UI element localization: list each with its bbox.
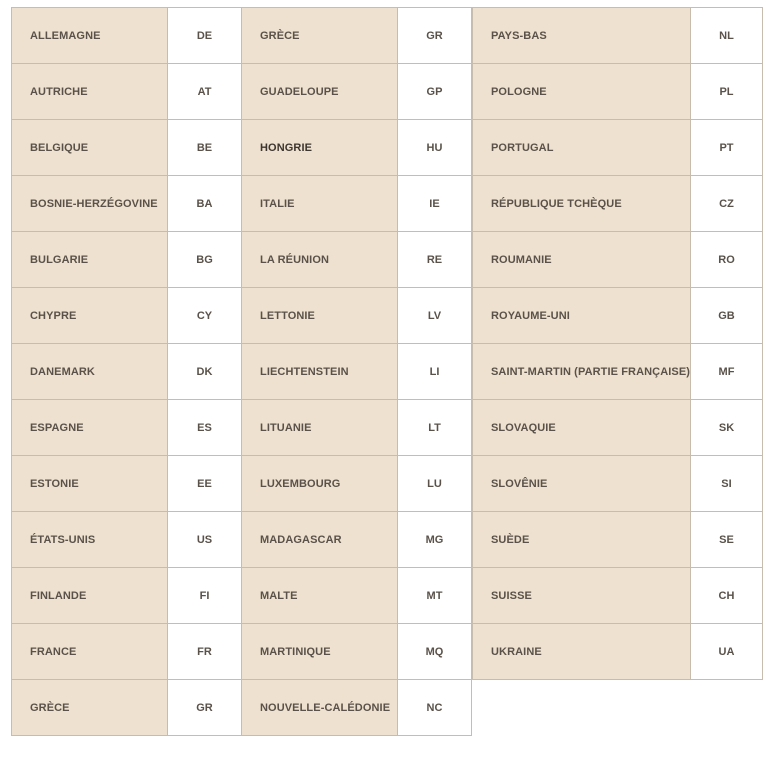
- country-code: BG: [168, 231, 242, 288]
- country-name: CHYPRE: [11, 287, 168, 344]
- country-column-2: [241, 7, 472, 736]
- country-name: SLOVAQUIE: [472, 399, 691, 456]
- country-name: FINLANDE: [11, 567, 168, 624]
- country-code: UA: [691, 623, 763, 680]
- country-code: RO: [691, 231, 763, 288]
- country-name: SUISSE: [472, 567, 691, 624]
- country-code: HU: [398, 119, 472, 176]
- country-name: UKRAINE: [472, 623, 691, 680]
- country-name: MALTE: [241, 567, 398, 624]
- country-row: [11, 231, 242, 288]
- country-row: [11, 175, 242, 232]
- country-row: [11, 287, 242, 344]
- country-row: [11, 679, 242, 736]
- country-row: [11, 343, 242, 400]
- country-name: SLOVÊNIE: [472, 455, 691, 512]
- country-row: [472, 343, 763, 400]
- country-row: [241, 343, 472, 400]
- country-row: [472, 287, 763, 344]
- country-code: CY: [168, 287, 242, 344]
- country-column-1: [11, 7, 242, 736]
- country-code: CZ: [691, 175, 763, 232]
- country-name: FRANCE: [11, 623, 168, 680]
- country-row: [241, 679, 472, 736]
- country-row: [472, 455, 763, 512]
- country-name: LETTONIE: [241, 287, 398, 344]
- country-code: LI: [398, 343, 472, 400]
- country-name: NOUVELLE-CALÉDONIE: [241, 679, 398, 736]
- country-name: LIECHTENSTEIN: [241, 343, 398, 400]
- country-name: ROUMANIE: [472, 231, 691, 288]
- country-code: GR: [398, 7, 472, 64]
- country-row: [241, 455, 472, 512]
- country-row: [11, 567, 242, 624]
- country-row: [472, 63, 763, 120]
- country-code: GR: [168, 679, 242, 736]
- country-name: ESPAGNE: [11, 399, 168, 456]
- country-name: SUÈDE: [472, 511, 691, 568]
- country-code: SI: [691, 455, 763, 512]
- country-row: [11, 455, 242, 512]
- country-name: ALLEMAGNE: [11, 7, 168, 64]
- country-row: [472, 511, 763, 568]
- country-code: GP: [398, 63, 472, 120]
- country-code: NL: [691, 7, 763, 64]
- country-row: [11, 399, 242, 456]
- country-name: POLOGNE: [472, 63, 691, 120]
- country-row: [11, 623, 242, 680]
- country-name: BOSNIE-HERZÉGOVINE: [11, 175, 168, 232]
- country-name: ESTONIE: [11, 455, 168, 512]
- country-code: PL: [691, 63, 763, 120]
- country-code: LV: [398, 287, 472, 344]
- country-row: [241, 175, 472, 232]
- country-row: [11, 63, 242, 120]
- country-row: [11, 511, 242, 568]
- country-name: PORTUGAL: [472, 119, 691, 176]
- country-row: [241, 511, 472, 568]
- country-name: ÉTATS-UNIS: [11, 511, 168, 568]
- country-name: DANEMARK: [11, 343, 168, 400]
- country-name: GUADELOUPE: [241, 63, 398, 120]
- country-code: NC: [398, 679, 472, 736]
- country-name: PAYS-BAS: [472, 7, 691, 64]
- country-row: [472, 175, 763, 232]
- country-name: LITUANIE: [241, 399, 398, 456]
- country-row: [241, 231, 472, 288]
- country-row: [241, 63, 472, 120]
- country-code: BE: [168, 119, 242, 176]
- country-code: RE: [398, 231, 472, 288]
- country-code: ES: [168, 399, 242, 456]
- country-row: [472, 399, 763, 456]
- country-code: SE: [691, 511, 763, 568]
- country-row: [241, 119, 472, 176]
- country-row: [472, 119, 763, 176]
- country-name: AUTRICHE: [11, 63, 168, 120]
- country-row: [11, 119, 242, 176]
- country-code: CH: [691, 567, 763, 624]
- country-code: DK: [168, 343, 242, 400]
- country-name: SAINT-MARTIN (PARTIE FRANÇAISE): [472, 343, 691, 400]
- country-name: MARTINIQUE: [241, 623, 398, 680]
- country-code: PT: [691, 119, 763, 176]
- country-code: MT: [398, 567, 472, 624]
- country-name: MADAGASCAR: [241, 511, 398, 568]
- country-code: MF: [691, 343, 763, 400]
- country-row: [472, 567, 763, 624]
- country-name: ROYAUME-UNI: [472, 287, 691, 344]
- country-code: BA: [168, 175, 242, 232]
- country-name: ITALIE: [241, 175, 398, 232]
- country-name: LUXEMBOURG: [241, 455, 398, 512]
- country-row: [472, 623, 763, 680]
- country-code: IE: [398, 175, 472, 232]
- country-row: [241, 399, 472, 456]
- country-row: [472, 231, 763, 288]
- country-name: RÉPUBLIQUE TCHÈQUE: [472, 175, 691, 232]
- country-row: [241, 7, 472, 64]
- country-row: [241, 287, 472, 344]
- country-name: BELGIQUE: [11, 119, 168, 176]
- country-code: LT: [398, 399, 472, 456]
- country-code: LU: [398, 455, 472, 512]
- country-code: MQ: [398, 623, 472, 680]
- country-code: MG: [398, 511, 472, 568]
- country-row: [472, 7, 763, 64]
- country-name: HONGRIE: [241, 119, 398, 176]
- country-column-3: [472, 7, 763, 680]
- country-code: FR: [168, 623, 242, 680]
- country-name: BULGARIE: [11, 231, 168, 288]
- country-name: LA RÉUNION: [241, 231, 398, 288]
- country-code: EE: [168, 455, 242, 512]
- country-code: GB: [691, 287, 763, 344]
- country-code: US: [168, 511, 242, 568]
- country-name: GRÈCE: [11, 679, 168, 736]
- country-code: SK: [691, 399, 763, 456]
- country-name: GRÈCE: [241, 7, 398, 64]
- country-row: [241, 623, 472, 680]
- country-code: DE: [168, 7, 242, 64]
- country-row: [241, 567, 472, 624]
- country-row: [11, 7, 242, 64]
- country-code: AT: [168, 63, 242, 120]
- country-code: FI: [168, 567, 242, 624]
